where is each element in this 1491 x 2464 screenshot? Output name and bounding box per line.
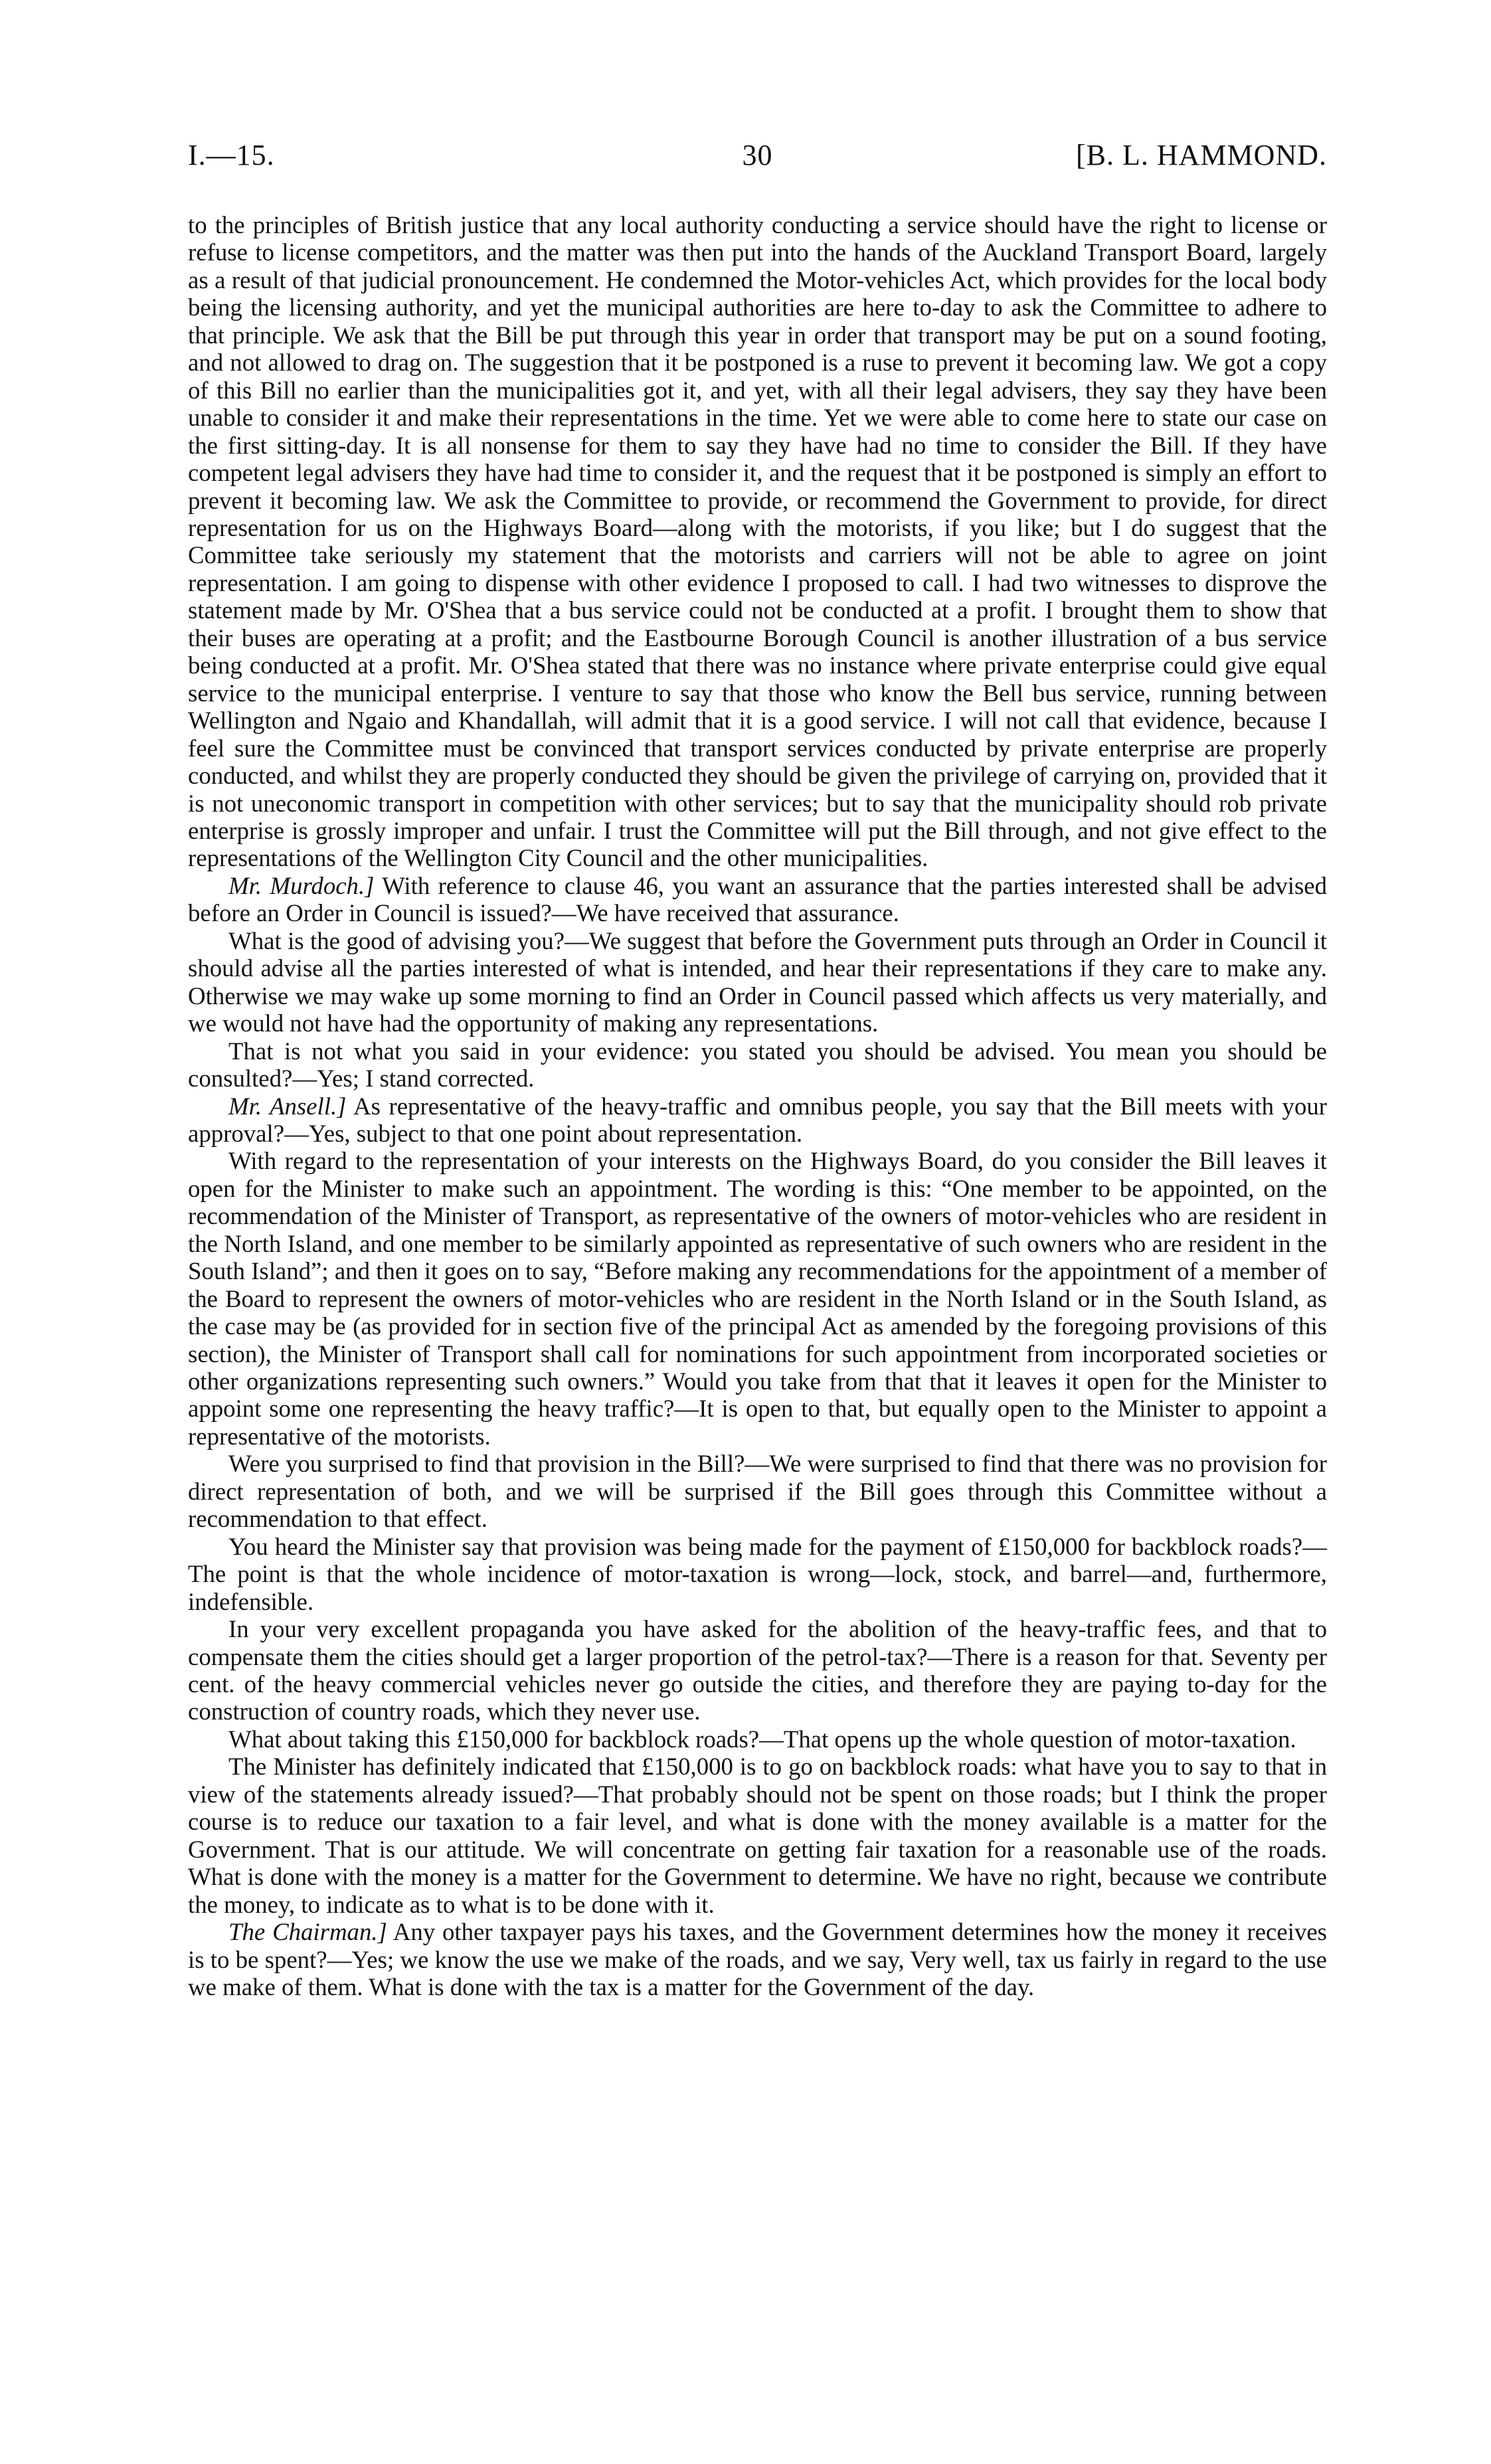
paragraph xyxy=(188,927,1327,1037)
paragraph xyxy=(188,1093,1327,1148)
paragraph xyxy=(188,211,1327,872)
paragraph xyxy=(188,1753,1327,1918)
paragraph xyxy=(188,872,1327,927)
paragraph-text: What about taking this £150,000 for backblock roads?—That opens up the whole question of motor-taxation. xyxy=(228,1725,1296,1753)
paragraph xyxy=(188,1918,1327,2000)
paragraph-text: With regard to the representation of your interests on the Highways Board, do you consider the Bill leaves it open for the Minister to make such an appointment. The wording is this: “One member to be appointed, on the recommendation of the Minister of Transport, as representative of the owners of motor-vehicles who are resident in the North Island, and one member to be similarly appointed as representative of such owners who are resident in the South Island”; and then it goes on to say, “Before making any recommendations for the appointment of a member of the Board to represent the owners of motor-vehicles who are resident in the North Island or in the South Island, as the case may be (as provided for in section five of the principal Act as amended by the foregoing provisions of this section), the Minister of Transport shall call for nominations for such appointment from incorporated societies or other organizations representing such owners.” Would you take from that that it leaves it open for the Minister to appoint some one representing the heavy traffic?—It is open to that, but equally open to the Minister to appoint a representative of the motorists. xyxy=(188,1147,1327,1450)
paragraph-text: As representative of the heavy-traffic and omnibus people, you say that the Bill meets with your approval?—Yes, subject to that one point about representation. xyxy=(188,1092,1327,1147)
page-header xyxy=(188,138,1327,185)
paragraph xyxy=(188,1725,1327,1753)
paragraph-text: The Minister has definitely indicated that £150,000 is to go on backblock roads: what have you to say to that in view of the statements already issued?—That probably should not be spent on those roads; but I think the proper course is to reduce our taxation to a fair level, and what is done with the money available is a matter for the Government. That is our attitude. We will concentrate on getting fair taxation for a reasonable use of the roads. What is done with the money is a matter for the Government to determine. We have no right, because we contribute the money, to indicate as to what is to be done with it. xyxy=(188,1753,1327,1918)
witness-name: [B. L. HAMMOND. xyxy=(1076,139,1327,171)
paragraph xyxy=(188,1037,1327,1093)
paragraph-text: In your very excellent propaganda you have asked for the abolition of the heavy-traffic fees, and that to compensate them the cities should get a larger proportion of the petrol-tax?—There is a reason for that. Seventy per cent. of the heavy commercial vehicles never go outside the cities, and therefore they are paying to-day for the construction of country roads, which they never use. xyxy=(188,1615,1327,1725)
paragraph xyxy=(188,1147,1327,1450)
speaker-name: Mr. Murdoch.] xyxy=(228,871,375,899)
speaker-name: The Chairman.] xyxy=(228,1918,387,1946)
paragraph-text: With reference to clause 46, you want an assurance that the parties interested shall be advised before an Order in Council is issued?—We have received that assurance. xyxy=(188,871,1328,927)
paragraph-text: That is not what you said in your evidence: you stated you should be advised. You mean you should be consulted?—Yes; I stand corrected. xyxy=(188,1037,1327,1093)
paragraph-text: Any other taxpayer pays his taxes, and the Government determines how the money it receives is to be spent?—Yes; we know the use we make of the roads, and we say, Very well, tax us fairly in regard to the use we make of them. What is done with the tax is a matter for the Government of the day. xyxy=(188,1918,1327,2000)
paragraph-text: to the principles of British justice that any local authority conducting a service should have the right to license or refuse to license competitors, and the matter was then put into the hands of the Auckland Transport Board, largely as a result of that judicial pronouncement. He condemned the Motor-vehicles Act, which provides for the local body being the licensing authority, and yet the municipal authorities are here to-day to ask the Committee to adhere to that principle. We ask that the Bill be put through this year in order that transport may be put on a sound footing, and not allowed to drag on. The suggestion that it be postponed is a ruse to prevent it becoming law. We got a copy of this Bill no earlier than the municipalities got it, and yet, with all their legal advisers, they say they have been unable to consider it and make their representations in the time. Yet we were able to come here to state our case on the first sitting-day. It is all nonsense for them to say they have had no time to consider the Bill. If they have competent legal advisers they have had time to consider it, and the request that it be postponed is simply an effort to prevent it becoming law. We ask the Committee to provide, or recommend the Government to provide, for direct representation for us on the Highways Board—along with the motorists, if you like; but I do suggest that the Committee take seriously my statement that the motorists and carriers will not be able to agree on joint representation. I am going to dispense with other evidence I proposed to call. I had two witnesses to disprove the statement made by Mr. O'Shea that a bus service could not be conducted at a profit. I brought them to show that their buses are operating at a profit; and the Eastbourne Borough Council is another illustration of a bus service being conducted at a profit. Mr. O'Shea stated that there was no instance where private enterprise could give equal service to the municipal enterprise. I venture to say that those who know the Bell bus service, running between Wellington and Ngaio and Khandallah, will admit that it is a good service. I will not call that evidence, because I feel sure the Committee must be convinced that transport services conducted by private enterprise are properly conducted, and whilst they are properly conducted they should be given the privilege of carrying on, provided that it is not uneconomic transport in competition with other services; but to say that the municipality should rob private enterprise is grossly improper and unfair. I trust the Committee will put the Bill through, and not give effect to the representations of the Wellington City Council and the other municipalities. xyxy=(188,211,1327,872)
paragraph xyxy=(188,1450,1327,1532)
paragraph xyxy=(188,1533,1327,1615)
page-number: 30 xyxy=(742,139,773,171)
paragraph-text: You heard the Minister say that provision was being made for the payment of £150,000 for backblock roads?—The point is that the whole incidence of motor-taxation is wrong—lock, stock, and barrel—and, furthermore, indefensible. xyxy=(188,1532,1327,1615)
evidence-text xyxy=(188,211,1327,2000)
paragraph-text: Were you surprised to find that provision in the Bill?—We were surprised to find that there was no provision for direct representation of both, and we will be surprised if the Bill goes through this Committee without a recommendation to that effect. xyxy=(188,1450,1327,1533)
paragraph xyxy=(188,1615,1327,1725)
paper-reference: I.—15. xyxy=(188,139,275,171)
speaker-name: Mr. Ansell.] xyxy=(228,1092,347,1120)
paragraph-text: What is the good of advising you?—We suggest that before the Government puts through an Order in Council it should advise all the parties interested of what is intended, and hear their representations if they care to make any. Otherwise we may wake up some morning to find an Order in Council passed which affects us very materially, and we would not have had the opportunity of making any representations. xyxy=(188,926,1327,1037)
